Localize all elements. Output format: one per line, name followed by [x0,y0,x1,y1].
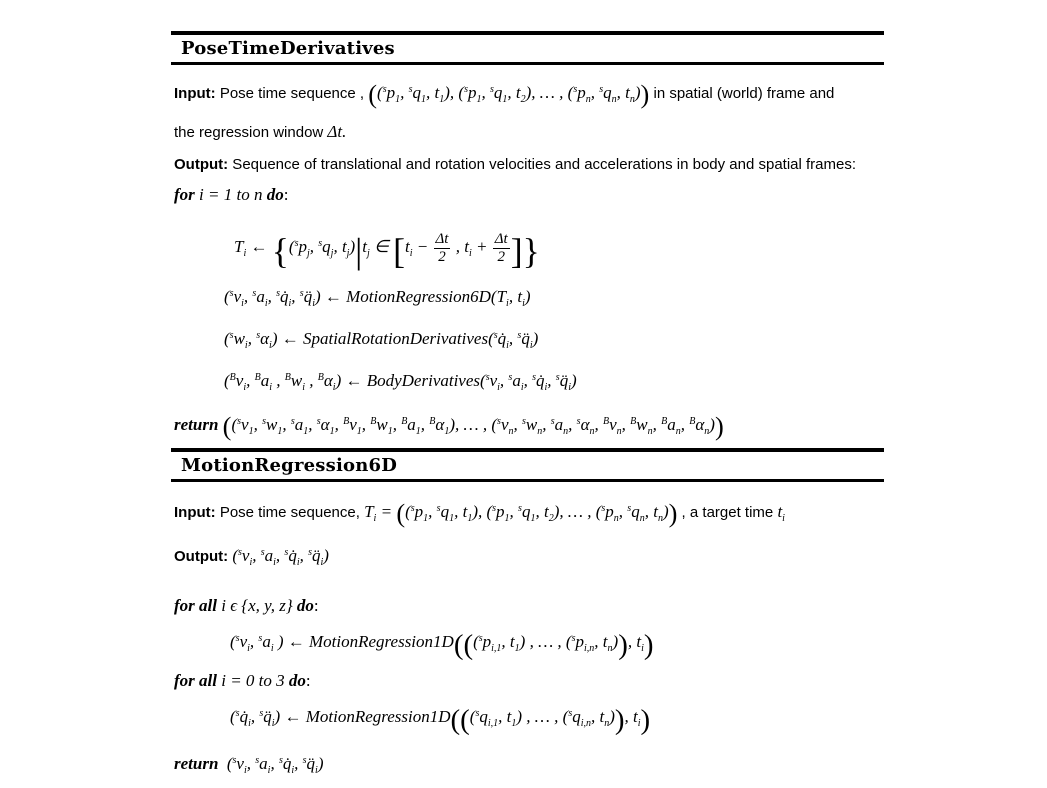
output-line [174,150,884,180]
return-line [174,404,884,450]
input-line-continued [174,117,884,148]
header-rule [171,62,884,65]
step-body-derivatives [174,362,884,404]
input-text-2: the regression window [174,124,328,141]
spatial-rotation-math: ($^sw_i$, $^s\alpha_i$) ← $SpatialRotationDerivatives(^sq̇_i$, $^sq̈_i$) [224,329,539,351]
colon: : [283,185,289,204]
input-text: Pose time sequence, [215,504,365,521]
step-quaternion-regression [174,696,884,742]
do-keyword: do [288,671,306,690]
input-sequence-math: $T_i = ((^sp_1$, $^sq_1$, $t_1$), ($^sp_1$, $^sq_1$, $t_2$), … , ($^sp_n$, $^sq_n$, $t_n$)) [364,498,678,528]
for-condition-math: i = 1 to n [199,185,267,204]
target-time-math: $t_i$ [777,502,785,524]
return-tuple-math: ($^sv_i$, $^sa_i$, $^sq̇_i$, $^sq̈_i$) [226,754,324,776]
for-condition-math: i ϵ {x, y, z} [221,596,297,615]
algorithm-block-motion-regression-6d [171,448,884,788]
input-label: Input: [174,85,216,102]
return-keyword: return [174,415,223,434]
for-condition-math: i = 0 to 3 [221,671,289,690]
for-all-keyword: for all [174,596,222,615]
input-label: Input: [174,504,216,521]
input-text: Pose time sequence , [215,85,369,102]
output-line [174,536,884,580]
colon: : [313,596,319,615]
output-text: Sequence of translational and rotation velocities and accelerations in body and spatial frames: [228,156,857,173]
step-window-selection [174,220,884,278]
step-motion-regression [174,278,884,320]
body-derivatives-math: ($^Bv_i$, $^Ba_i$ , $^Bw_i$ , $^B\alpha_i$) ← $BodyDerivatives(^sv_i$, $^sa_i$, $^sq̇_i$, $^sq̈_i$) [224,371,577,393]
input-line [174,73,884,117]
input-text-post: , a target time [677,504,778,521]
algorithm-title: PoseTimeDerivatives [181,38,395,59]
algorithm-title: MotionRegression6D [181,455,398,476]
step-translation-regression [174,621,884,667]
regression-window-math: Δt. [327,122,347,141]
input-text-post: in spatial (world) frame and [649,85,835,102]
colon: : [305,671,311,690]
for-loop-line [174,180,884,211]
do-keyword: do [266,185,284,204]
output-label: Output: [174,548,229,565]
algorithm-body [171,492,884,788]
input-sequence-math: (($^sp_1$, $^sq_1$, $t_1$), ($^sp_1$, $^sq_1$, $t_2$), … , ($^sp_n$, $^sq_n$, $t_n$)) [368,79,650,109]
translation-regression-math: ($^sv_i$, $^sa_i$ ) ← $MotionRegression1D(((^sp_{i,1}$, $t_1$) , … , ($^sp_{i,n}$, $t_n$)), $t_i$) [230,628,654,661]
for-keyword: for [174,185,200,204]
output-label: Output: [174,156,229,173]
return-keyword: return [174,754,223,773]
return-tuple-math: (($^sv_1$, $^sw_1$, $^sa_1$, $^s\alpha_1$, $^Bv_1$, $^Bw_1$, $^Ba_1$, $^B\alpha_1$), … , ($^sv_n$, $^sw_n$, $^sa_n$, $^s\alpha_n$, $^Bv_n$, $^Bw_n$, $^Ba_n$, $^B\alpha_n$)) [222,411,724,441]
for-all-quaternion-line [174,667,884,696]
header-rule [171,479,884,482]
window-selection-math: $T_i$ ← {($^sp_j$, $^sq_j$, $t_j)|t_j$ ∈ [$t_i$ − $\frac{\Delta t}{2}$ , $t_i$ + $\frac{\Delta t}{2}$ ]} [234,230,540,271]
quaternion-regression-math: ($^sq̇_i$, $^sq̈_i$) ← $MotionRegression1D(((^sq_{i,1}$, $t_1$) , … , ($^sq_{i,n}$, $t_n$)), $t_i$) [230,703,651,736]
motion-regression-math: ($^sv_i$, $^sa_i$, $^sq̇_i$, $^sq̈_i$) ← $MotionRegression6D(T_i$, $t_i$) [224,287,531,309]
return-line [174,744,884,788]
for-all-keyword: for all [174,671,222,690]
output-tuple-math: ($^sv_i$, $^sa_i$, $^sq̇_i$, $^sq̈_i$) [232,546,329,568]
input-line [174,492,884,536]
do-keyword: do [296,596,314,615]
algorithm-body [171,73,884,450]
step-spatial-rotation-derivatives [174,320,884,362]
for-all-xyz-line [174,592,884,621]
algorithm-block-pose-time-derivatives [171,31,884,450]
